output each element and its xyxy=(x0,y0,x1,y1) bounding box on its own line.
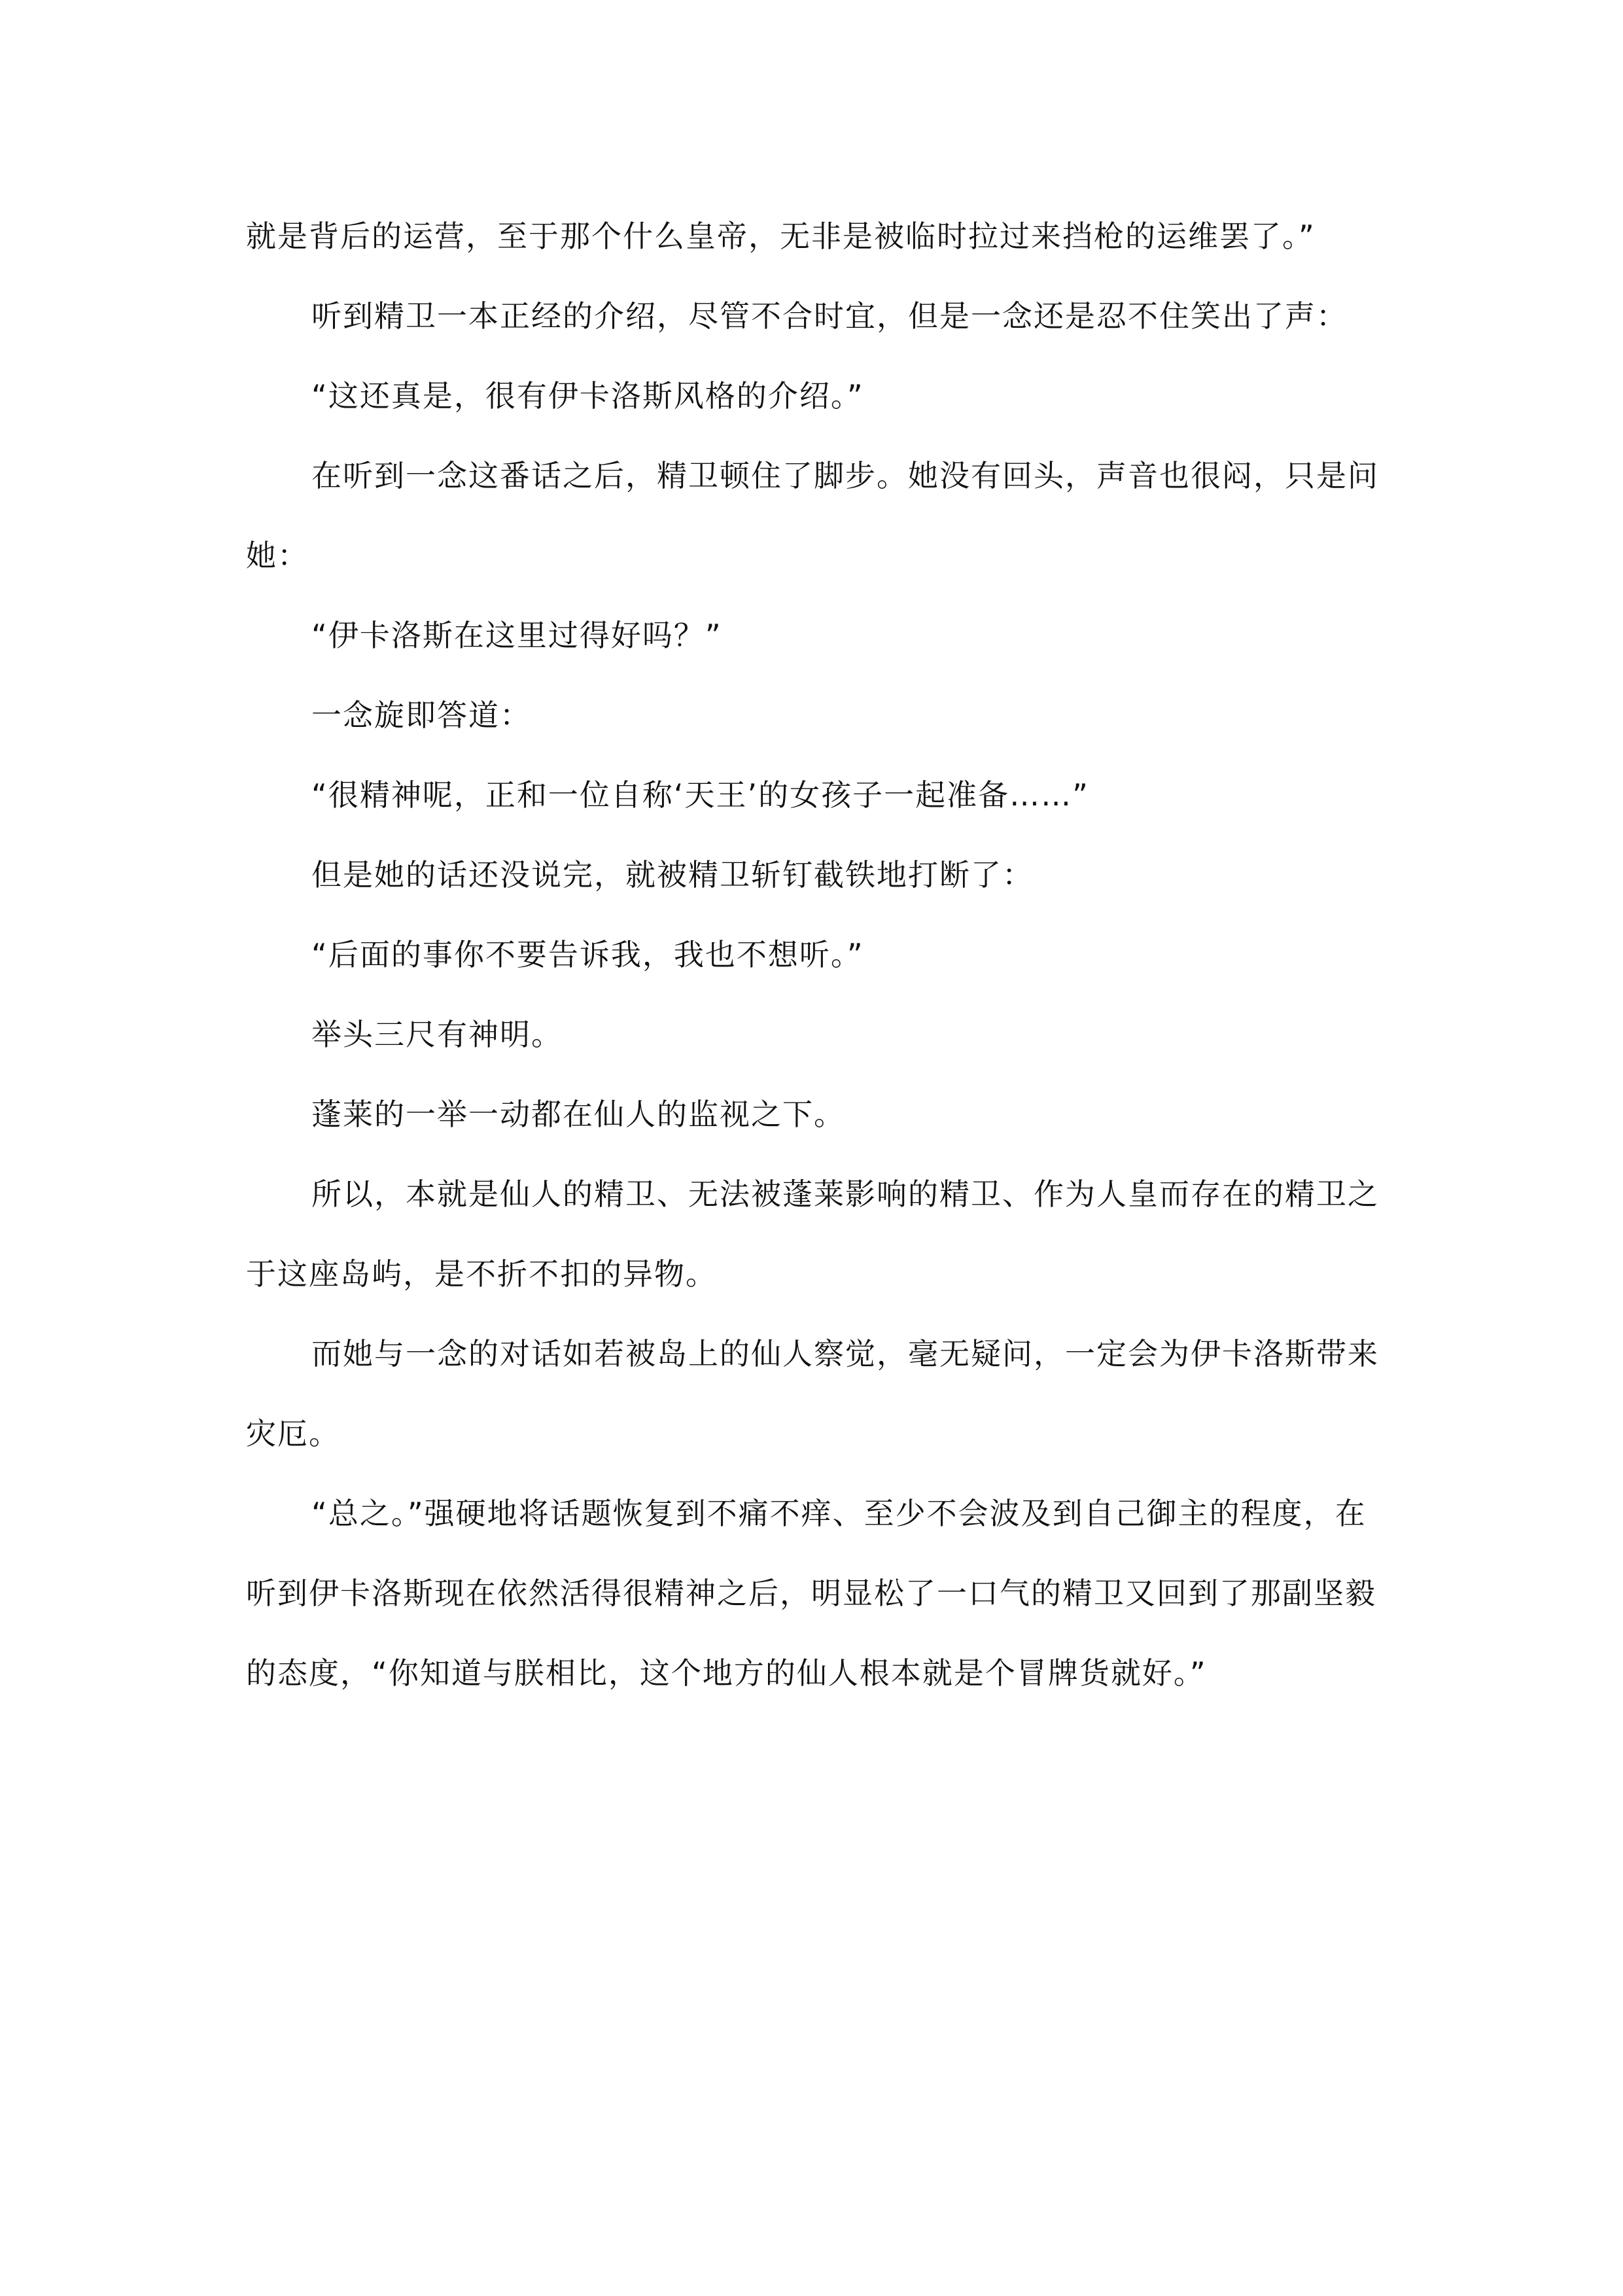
paragraph-8: 但是她的话还没说完，就被精卫斩钉截铁地打断了： xyxy=(311,857,1034,892)
paragraph-14: “总之。”强硬地将话题恢复到不痛不痒、至少不会波及到自己御主的程度，在听到伊卡洛斯现在依然活得很精神之后，明显松了一口气的精卫又回到了那副坚毅的态度，“你知道与朕相比，这个地方的仙人根本就是个冒牌货就好。” xyxy=(246,1496,1376,1691)
paragraph-11: 蓬莱的一举一动都在仙人的监视之下。 xyxy=(311,1097,845,1132)
paragraph-13: 而她与一念的对话如若被岛上的仙人察觉，毫无疑问，一定会为伊卡洛斯带来灾厄。 xyxy=(246,1336,1379,1451)
paragraph-9: “后面的事你不要告诉我，我也不想听。” xyxy=(311,937,864,972)
paragraph-7: “很精神呢，正和一位自称‘天王’的女孩子一起准备……” xyxy=(311,777,1089,813)
paragraph-4: 在听到一念这番话之后，精卫顿住了脚步。她没有回头，声音也很闷，只是问她： xyxy=(246,458,1379,573)
paragraph-3: “这还真是，很有伊卡洛斯风格的介绍。” xyxy=(311,378,864,414)
paragraph-1: 就是背后的运营，至于那个什么皇帝，无非是被临时拉过来挡枪的运维罢了。” xyxy=(246,219,1316,254)
paragraph-5: “伊卡洛斯在这里过得好吗？” xyxy=(311,618,722,653)
paragraph-10: 举头三尺有神明。 xyxy=(311,1017,563,1052)
paragraph-2: 听到精卫一本正经的介绍，尽管不合时宜，但是一念还是忍不住笑出了声： xyxy=(311,298,1348,334)
paragraph-6: 一念旋即答道： xyxy=(311,698,531,733)
paragraph-12: 所以，本就是仙人的精卫、无法被蓬莱影响的精卫、作为人皇而存在的精卫之于这座岛屿，是不折不扣的异物。 xyxy=(246,1176,1379,1292)
document-page xyxy=(246,196,1382,1713)
